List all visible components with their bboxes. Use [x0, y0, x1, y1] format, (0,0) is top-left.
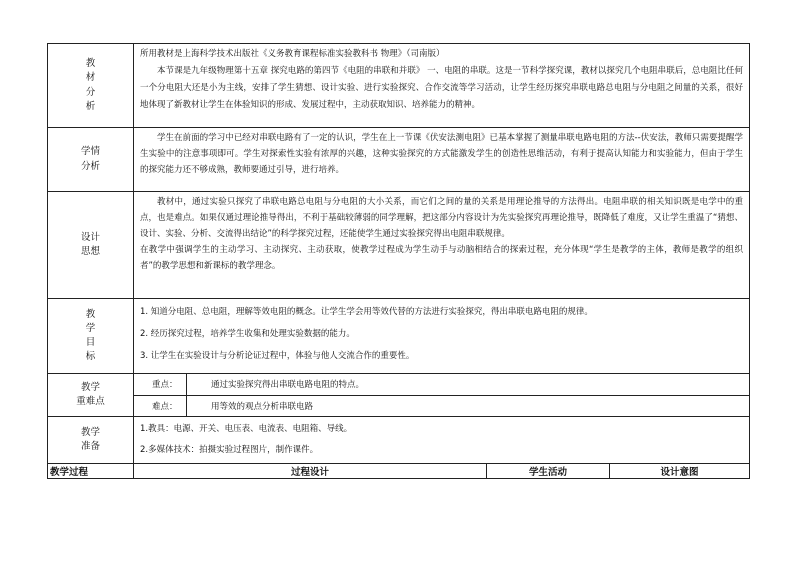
preparation-content [134, 417, 750, 464]
label-design-idea: 设计 思想 [48, 192, 134, 299]
row-preparation [48, 417, 750, 464]
difficult-point-text: 用等效的观点分析串联电路 [187, 395, 750, 417]
row-textbook-analysis [48, 44, 750, 128]
design-paragraph: 在教学中强调学生的主动学习、主动探究、主动获取，使教学过程成为学生动手与动脑相结合的探索过程，充分体现“学生是教学的主体，教师是教学的组织者”的教学思想和新课标的教学理念。 [140, 245, 743, 271]
student-activity-header: 学生活动 [487, 464, 610, 479]
process-header: 教学过程 [48, 464, 134, 479]
label-teaching-goals: 教 学 目 标 [48, 299, 134, 374]
row-process-header [48, 464, 750, 479]
difficult-point-label: 难点： [134, 395, 187, 417]
row-difficult-points [48, 395, 750, 417]
row-student-analysis [48, 128, 750, 192]
label-student-analysis: 学情 分析 [48, 128, 134, 192]
prep-item: 1.教具：电源、开关、电压表、电流表、电阻箱、导线。 [140, 424, 353, 434]
textbook-analysis-content [134, 44, 750, 128]
label-preparation: 教学 准备 [48, 417, 134, 464]
textbook-description: 本节课是九年级物理第十五章 探究电路的第四节《电阻的串联和并联》 一、电阻的串联。这是一节科学探究课，教材以探究几个电阻串联后，总电阻比任何一个分电阻大还是小为主线，安排了学生猜想、设计实验、进行实验探究、合作交流等学习活动，让学生经历探究串联电路总电阻与分电阻之间量的关系，很好地体现了新教材让学生在体验知识的形成、发展过程中，主动获取知识、培养能力的精神。 [140, 66, 743, 110]
row-key-points [48, 374, 750, 396]
design-idea-content [134, 192, 750, 299]
prep-item: 2.多媒体技术：拍摄实验过程图片，制作课件。 [140, 445, 319, 455]
label-key-difficult: 教学 重难点 [48, 374, 134, 417]
goal-item: 2. 经历探究过程，培养学生收集和处理实验数据的能力。 [140, 329, 355, 339]
teaching-goals-content [134, 299, 750, 374]
design-paragraph: 教材中，通过实验只探究了串联电路总电阻与分电阻的大小关系，而它们之间的量的关系是用理论推导的方法得出。电阻串联的相关知识既是电学中的重点，也是难点。如果仅通过理论推导得出，不利于基础较薄弱的同学理解，把这部分内容设计为先实验探究再理论推导，既降低了难度，又让学生重温了“猜想、设计、实验、分析、交流得出结论”的科学探究过程，还能使学生通过实验探究得出电阻串联规律。 [140, 197, 743, 239]
student-analysis-content: 学生在前面的学习中已经对串联电路有了一定的认识，学生在上一节课《伏安法测电阻》已基本掌握了测量串联电路电阻的方法--伏安法，教师只需要提醒学生实验中的注意事项即可。学生对探索性实验有浓厚的兴趣，这种实验探究的方式能激发学生的创造性思维活动，有利于提高认知能力和实验能力，但由于学生的探究能力还不够成熟，教师要通过引导，进行培养。 [134, 128, 750, 192]
goal-item: 1. 知道分电阻、总电阻，理解等效电阻的概念。让学生学会用等效代替的方法进行实验探究，得出串联电路电阻的规律。 [140, 307, 593, 317]
label-textbook-analysis: 教 材 分 析 [48, 44, 134, 128]
design-header: 过程设计 [134, 464, 487, 479]
key-point-text: 通过实验探究得出串联电路电阻的特点。 [187, 374, 750, 396]
design-intent-header: 设计意图 [610, 464, 750, 479]
key-point-label: 重点： [134, 374, 187, 396]
goal-item: 3. 让学生在实验设计与分析论证过程中，体验与他人交流合作的重要性。 [140, 351, 415, 361]
row-design-idea [48, 192, 750, 299]
lesson-plan-table [47, 43, 750, 479]
textbook-source: 所用教材是上海科学技术出版社《义务教育课程标准实验教科书 物理》（司南版） [140, 49, 445, 59]
row-teaching-goals [48, 299, 750, 374]
